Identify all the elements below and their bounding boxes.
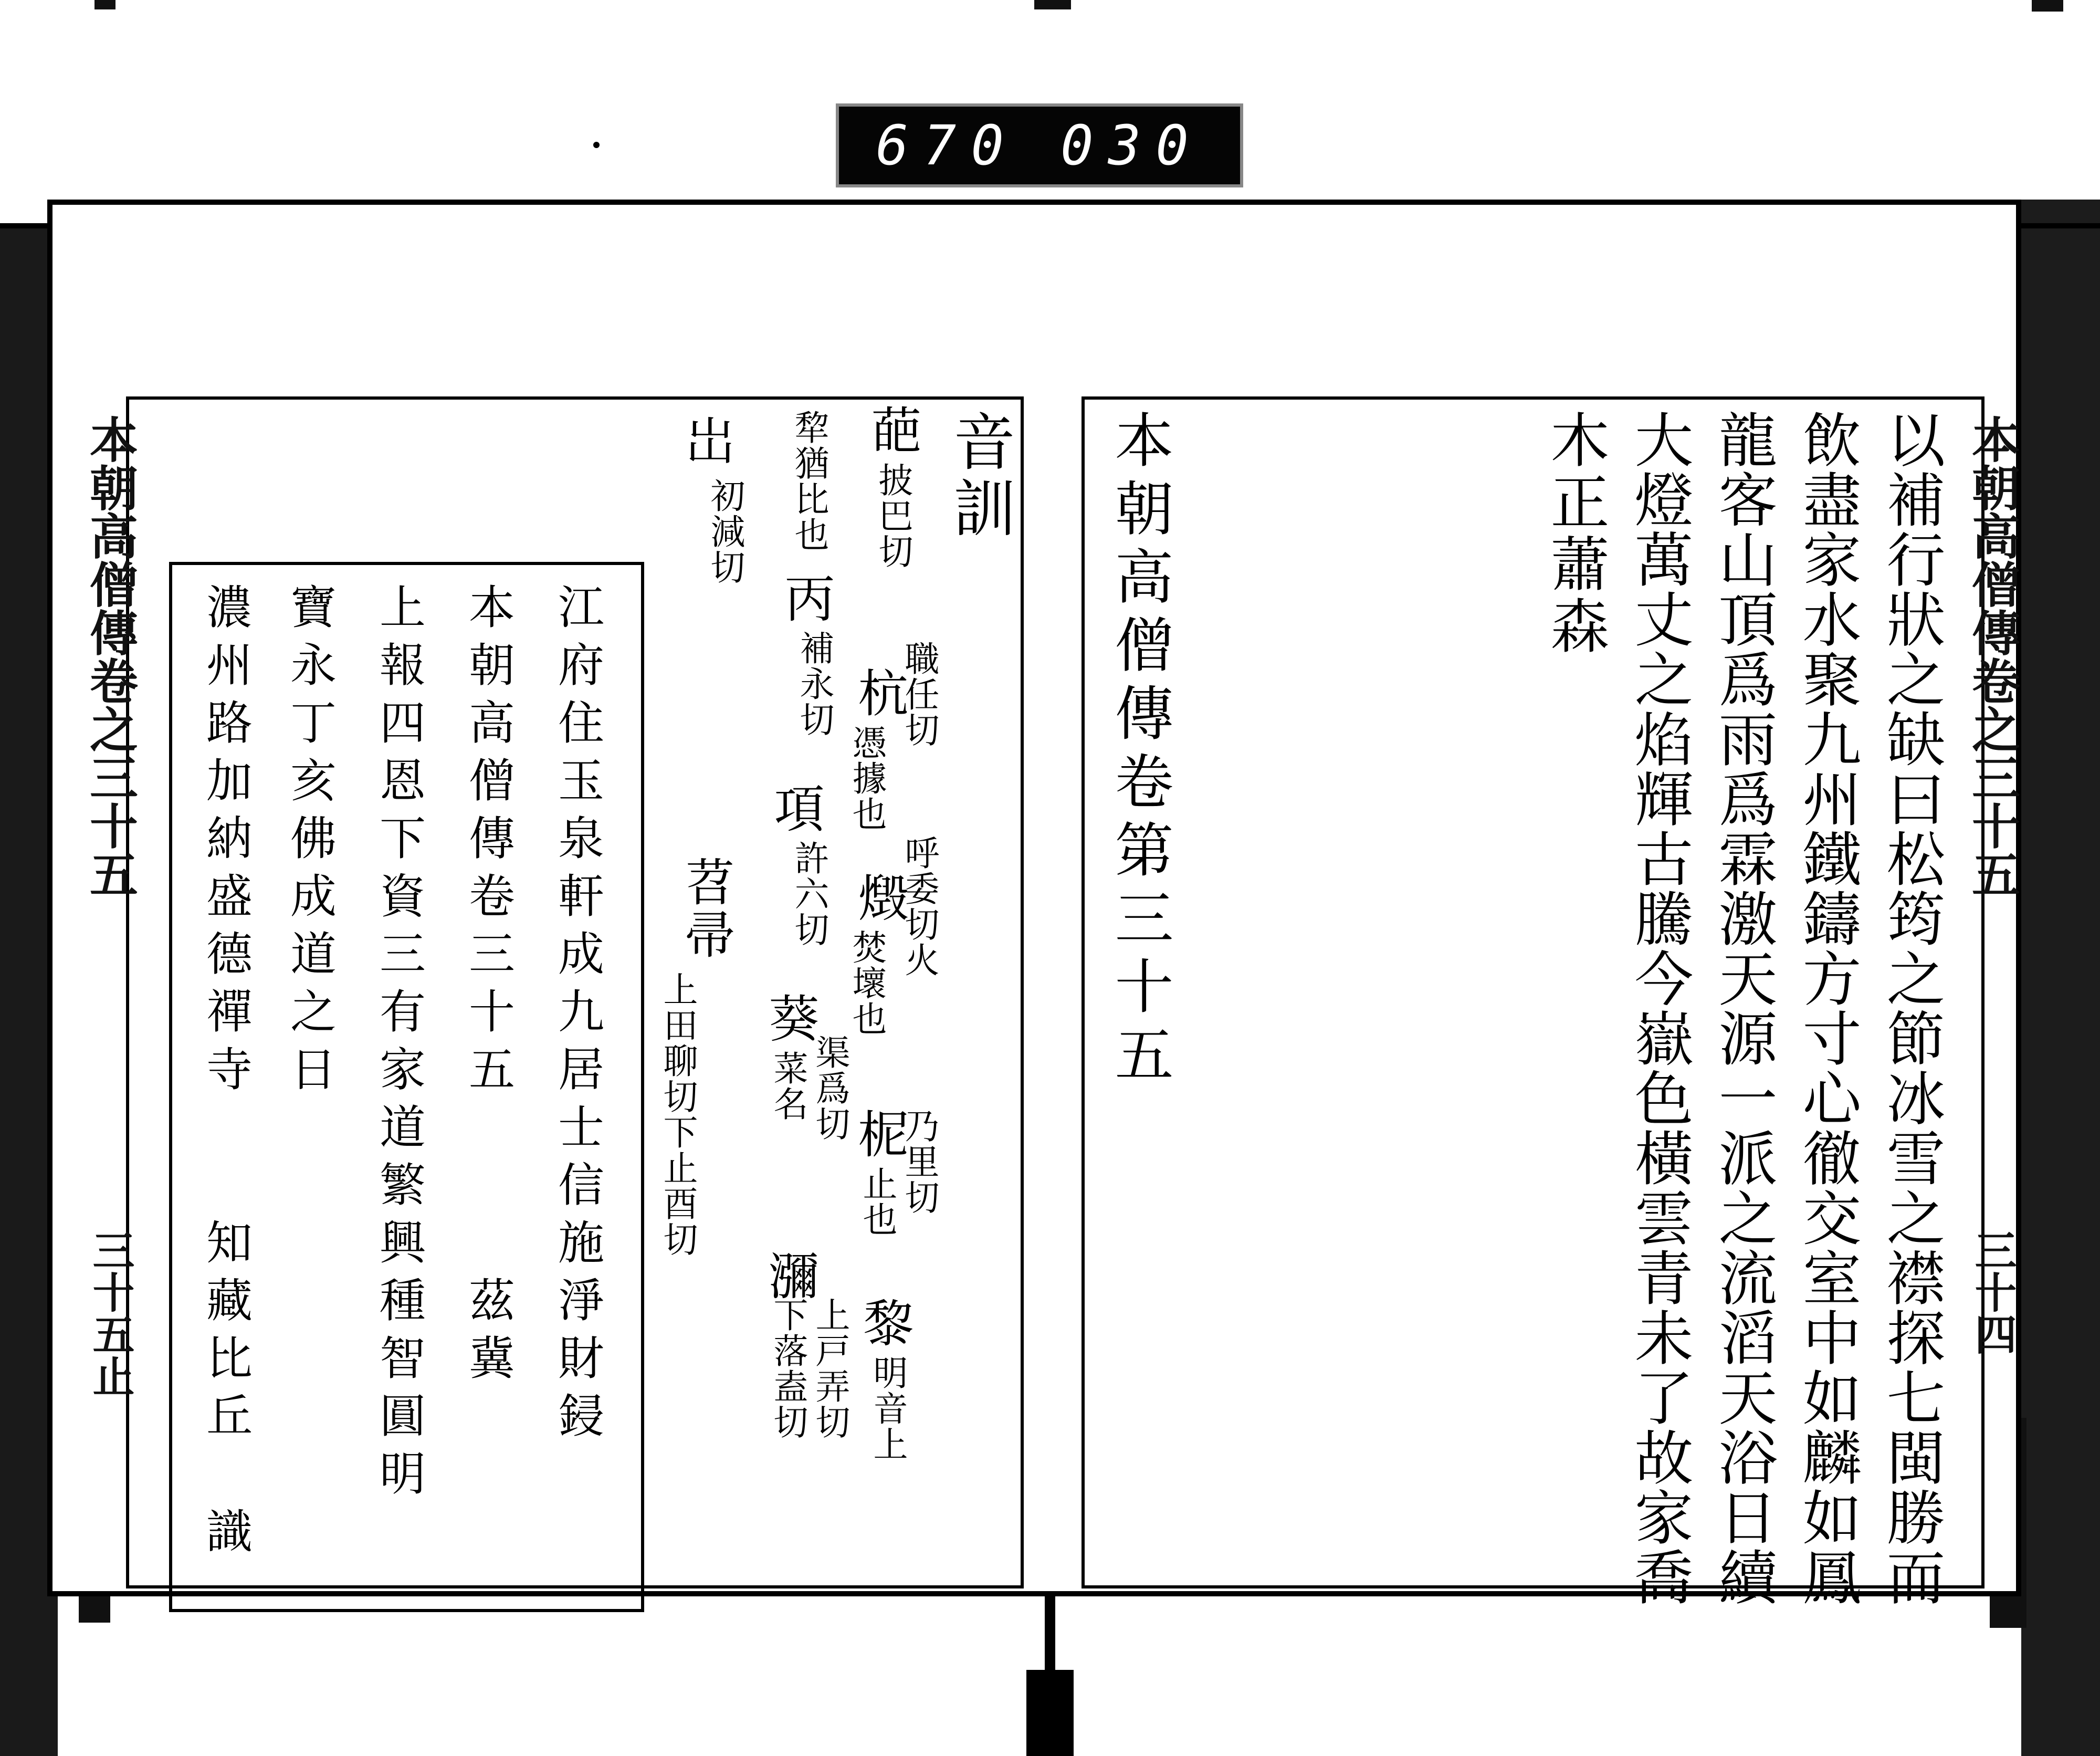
left-margin-title: 本朝高僧傳卷之三十五: [82, 415, 139, 898]
binding-tail: [1026, 1670, 1074, 1756]
yinxun-gloss: 初減切: [705, 478, 745, 585]
yinxun-gloss: 補永切: [794, 630, 834, 737]
right-margin-title: 本朝高僧傳卷之三十五: [1964, 415, 2021, 898]
yinxun-char: 柅: [850, 1108, 909, 1161]
yinxun-gloss: 上田聊切下止酉切: [657, 971, 698, 1257]
yinxun-gloss: 披巴切: [873, 462, 913, 569]
colophon-line: 江府住玉泉軒成九居士信施淨財鋟: [551, 583, 605, 1449]
yinxun-gloss: 焚壞也: [846, 929, 887, 1037]
yinxun-gloss: 職任切: [899, 641, 939, 748]
text-line: 以補行狀之缺曰松筠之節冰雪之襟探七閩勝而: [1877, 410, 1945, 1607]
yinxun-gloss: 下落盍切: [768, 1297, 808, 1440]
text-line: 大燈萬丈之焰輝古騰今嶽色橫雲青未了故家喬: [1625, 410, 1693, 1607]
text-line: 飲盡家水聚九州鐵鑄方寸心徹交室中如麟如鳳: [1793, 410, 1861, 1607]
top-marker-center: [1034, 0, 1071, 9]
yinxun-gloss: 菜名: [768, 1050, 808, 1122]
left-margin-folio: 三十五止: [86, 1229, 135, 1397]
yinxun-char: 葵: [761, 992, 820, 1045]
yinxun-heading: 音訓: [943, 410, 1015, 542]
reel-number: 670: [876, 113, 1018, 177]
yinxun-char: 葩: [863, 404, 922, 457]
yinxun-gloss: 明音上: [867, 1355, 908, 1462]
colophon-line: 寶永丁亥佛成道之日: [283, 583, 337, 1103]
yinxun-gloss: 犂猶比也: [789, 410, 829, 552]
yinxun-char: 苕帚: [677, 856, 736, 961]
left-page: [47, 200, 1060, 1596]
microfilm-frame-number: [836, 103, 1243, 187]
yinxun-gloss: 止也: [857, 1166, 897, 1237]
yinxun-gloss: 許六切: [789, 840, 829, 947]
yinxun-gloss: 上戸弄切: [810, 1297, 850, 1440]
yinxun-char: 岀: [677, 415, 736, 467]
volume-title: 本朝高僧傳卷第三十五: [1105, 410, 1173, 1092]
colophon-line: 上報四恩下資三有家道繁興種智圓明: [372, 583, 426, 1507]
yinxun-gloss: 渠爲切: [810, 1034, 850, 1142]
yinxun-char: 項: [766, 782, 825, 835]
colophon-line: 濃州路加納盛德禪寺 知藏比丘 識: [199, 583, 253, 1565]
yinxun-char: 燬: [850, 872, 909, 924]
text-line: 木正蕭森: [1541, 410, 1609, 657]
top-marker-right: [2032, 0, 2063, 12]
colophon-line: 本朝高僧傳卷三十五 茲冀: [461, 583, 516, 1392]
frame-number: 030: [1060, 113, 1203, 177]
right-scan-edge: [2021, 200, 2100, 1756]
yinxun-char: 黎: [855, 1297, 914, 1350]
yinxun-char: 丙: [776, 572, 835, 625]
yinxun-gloss: 呼委切火: [899, 835, 939, 978]
right-page: [1050, 200, 2021, 1607]
yinxun-gloss: 乃里切: [899, 1108, 939, 1215]
scan-speck: [593, 142, 600, 148]
right-margin-folio: 三十四: [1968, 1229, 2017, 1355]
yinxun-gloss: 憑據也: [846, 725, 887, 832]
yinxun-char: 杭: [850, 667, 909, 719]
yinxun-char: 瀰: [761, 1250, 820, 1302]
top-marker-left: [94, 0, 116, 9]
text-line: 龍客山頂爲雨爲霖激天源一派之流滔天浴日續: [1709, 410, 1777, 1607]
